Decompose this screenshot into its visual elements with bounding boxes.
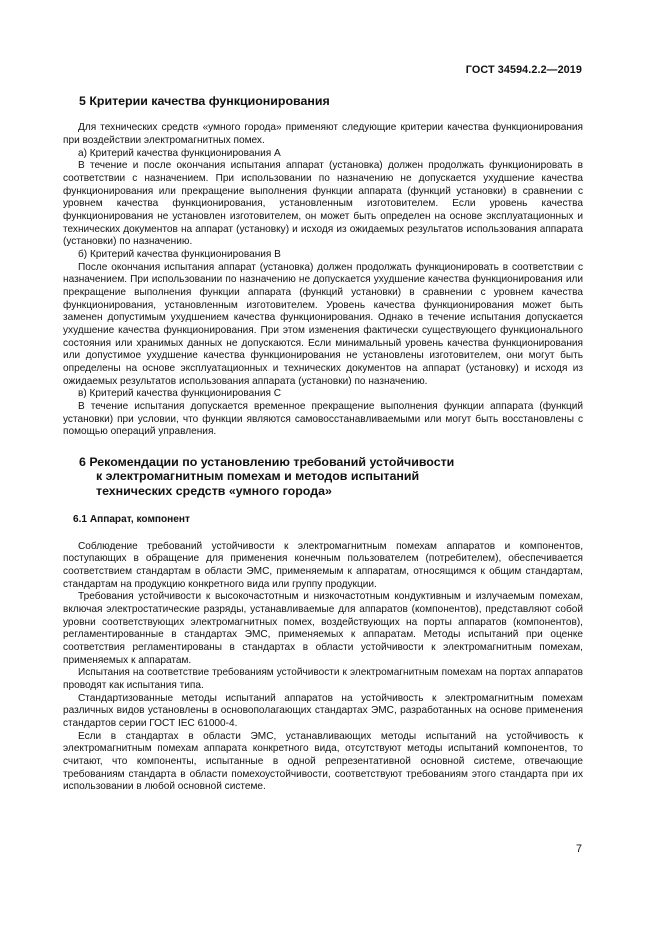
paragraph: Стандартизованные методы испытаний аппаратов на устойчивость к электромагнитным помехам различных видов установлены в основополагающих стандартах ЭМС, разработанных на основе применения стандартов серии ГОСТ IEC 61000-4.	[63, 692, 583, 729]
paragraph: Испытания на соответствие требованиям устойчивости к электромагнитным помехам на портах аппаратов проводят как испытания типа.	[63, 667, 583, 691]
paragraph: Если в стандартах в области ЭМС, устанавливающих методы испытаний на устойчивость к электромагнитным помехам аппарата конкретного вида, отсутствуют методы испытаний компонентов, то считают, что компоненты, испытанные в одной репрезентативной основной системе, отвечающие требованиям стандарта в области помехоустойчивости, соответствуют требованиям этого стандарта при их использовании в любой основной системе.	[63, 730, 583, 793]
section-6-title-line-3: технических средств «умного города»	[96, 483, 332, 498]
standard-designation: ГОСТ 34594.2.2—2019	[465, 64, 582, 76]
section-5-title: 5 Критерии качества функционирования	[79, 94, 330, 108]
page-body	[63, 94, 583, 794]
page-number: 7	[575, 843, 582, 855]
subsection-6-1-title: 6.1 Аппарат, компонент	[73, 514, 190, 526]
section-6-title-line-2: к электромагнитным помехам и методов испытаний	[96, 469, 420, 484]
paragraph: В течение испытания допускается временное прекращение выполнения функции аппарата (функций установки) при условии, что функции являются самовосстанавливаемыми или могут быть восстановлены с помощью операций управления.	[63, 400, 583, 438]
section-6-title-line-1: 6 Рекомендации по установлению требований устойчивости	[79, 454, 455, 469]
paragraph: Соблюдение требований устойчивости к электромагнитным помехам аппаратов и компонентов, поступающих в обращение для применения конечным пользователем (потребителем), обеспечивается соответствием стандартам в области ЭМС, применяемым к аппаратам, относящимся к общим стандартам, стандартам на продукцию конкретного вида или группу продукции.	[63, 540, 583, 590]
paragraph: Требования устойчивости к высокочастотным и низкочастотным кондуктивным и излучаемым помехам, включая электростатические разряды, устанавливаемые для аппаратов (компонентов), представляют собой уровни соответствующих электромагнитных помех, воздействующих на порты аппаратов (компонентов), регламентированные в стандартах ЭМС, применяемых к аппаратам. Методы испытаний при оценке соответствия регламентированы в стандартах в области устойчивости к электромагнитным помехам, применяемых к аппаратам.	[63, 591, 583, 666]
paragraph: Для технических средств «умного города» применяют следующие критерии качества функционирования при воздействии электромагнитных помех.	[63, 122, 583, 147]
criterion-b-heading: б) Критерий качества функционирования В	[78, 248, 281, 260]
criterion-a-heading: а) Критерий качества функционирования А	[78, 147, 281, 159]
criterion-c-heading: в) Критерий качества функционирования С	[78, 388, 282, 400]
section-6-title	[79, 455, 583, 498]
paragraph: После окончания испытания аппарат (установка) должен продолжать функционировать в соответствии с назначением. При использовании по назначению не допускается ухудшение качества функционирования или прекращение выполнения функции аппарата (функций установки) в сравнении с уровнем качества функционирования, установленным изготовителем. Уровень качества функционирования может быть заменен допустимым ухудшением качества функционирования. Однако в течение испытания допускается ухудшение качества функционирования. При этом изменения фактически существующего функционального состояния или хранимых данных не допускаются. Если минимальный уровень качества функционирования или допустимое ухудшение качества функционирования не установлены изготовителем, они могут быть определены на основе эксплуатационных и технических документов на аппарат (установку) и исходя из ожидаемых результатов использования аппарата (установки) по назначению.	[63, 261, 583, 387]
paragraph: В течение и после окончания испытания аппарат (установка) должен продолжать функционировать в соответствии с назначением. При использовании по назначению не допускается ухудшение качества функционирования или прекращение выполнения функции аппарата (функций установки) в сравнении с уровнем качества функционирования, установленным изготовителем. Если уровень качества функционирования не установлен изготовителем, он может быть определен на основе эксплуатационных и технических документов на аппарат (установку) и исходя из ожидаемых результатов использования аппарата (установки) по назначению.	[63, 160, 583, 248]
